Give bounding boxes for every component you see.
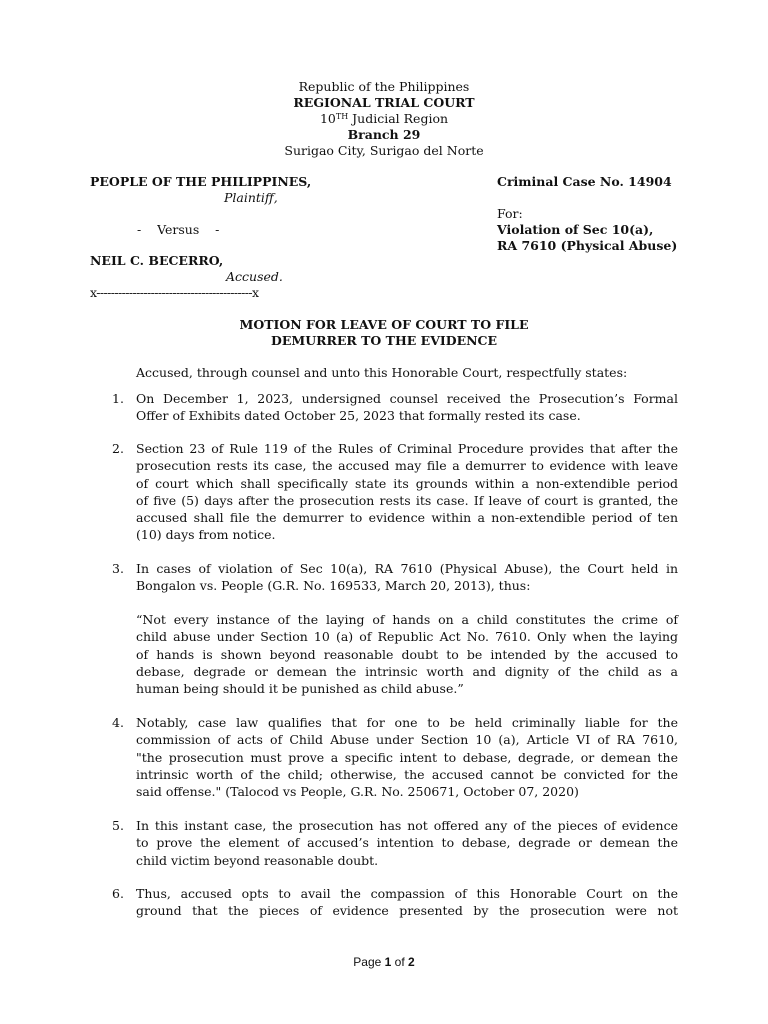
para-2-line: prosecution rests its case, the accused may file a demurrer to evidence with leave (136, 458, 678, 474)
para-2 (136, 440, 678, 544)
para-3-line: In cases of violation of Sec 10(a), RA 7610 (Physical Abuse), the Court held in (136, 561, 678, 576)
plaintiff-role: Plaintiff, (224, 190, 278, 205)
para-5-line: In this instant case, the prosecution has not offered any of the pieces of evidence (136, 818, 678, 833)
para-4-number: 4. (112, 715, 124, 730)
para-3-number: 3. (112, 561, 124, 576)
page-word: Page (353, 955, 382, 969)
plaintiff-name: PEOPLE OF THE PHILIPPINES, (90, 174, 312, 189)
para-2-line: of court which shall specifically state its grounds within a non-extendible period (136, 475, 678, 491)
page-total: 2 (408, 955, 415, 969)
page-of-word: of (394, 955, 405, 969)
para-6-line: ground that the pieces of evidence presented by the prosecution were not (136, 903, 678, 919)
motion-title-line-1: MOTION FOR LEAVE OF COURT TO FILE (239, 317, 529, 332)
header-branch: Branch 29 (347, 127, 421, 142)
para-5-number: 5. (112, 818, 124, 833)
para-4-line: intrinsic worth of the child; otherwise, the accused cannot be convicted for the (136, 766, 678, 782)
caption-divider: x-------------------------------------------x (90, 285, 259, 300)
para-5-line: child victim beyond reasonable doubt. (136, 852, 379, 868)
para-2-line: Section 23 of Rule 119 of the Rules of Criminal Procedure provides that after the (136, 441, 678, 456)
quote-line: “Not every instance of the laying of hands on a child constitutes the crime of (136, 612, 678, 627)
para-4-line: said offense." (Talocod vs People, G.R. No. 250671, October 07, 2020) (136, 784, 579, 800)
para-2-number: 2. (112, 441, 124, 456)
para-5-line: to prove the element of accused’s intention to debase, degrade or demean the (136, 835, 678, 851)
para-2-line: of five (5) days after the prosecution rests its case. If leave of court is granted, the (136, 492, 678, 508)
motion-title-line-2: DEMURRER TO THE EVIDENCE (270, 333, 498, 348)
quote-line: debase, degrade or demean the intrinsic worth and dignity of the child as a (136, 663, 678, 679)
quoted-passage (136, 611, 678, 697)
versus-label: - Versus - (137, 222, 220, 237)
para-1-line: On December 1, 2023, undersigned counsel received the Prosecution’s Formal (136, 391, 678, 406)
quote-line: child abuse under Section 10 (a) of Republic Act No. 7610. Only when the laying (136, 629, 678, 645)
header-republic: Republic of the Philippines (298, 79, 470, 94)
accused-name: NEIL C. BECERRO, (90, 253, 224, 268)
violation-line-1: Violation of Sec 10(a), (497, 222, 654, 237)
region-number: 10 (319, 111, 336, 126)
case-number: Criminal Case No. 14904 (497, 174, 672, 189)
para-1-number: 1. (112, 391, 124, 406)
quote-line: of hands is shown beyond reasonable doubt to be intended by the accused to (136, 646, 678, 662)
violation-line-2: RA 7610 (Physical Abuse) (497, 238, 678, 253)
para-4-line: Notably, case law qualifies that for one to be held criminally liable for the (136, 715, 678, 730)
para-6-number: 6. (112, 886, 124, 901)
para-4 (136, 714, 678, 800)
page-current: 1 (384, 955, 392, 969)
para-2-line: accused shall file the demurrer to evidence within a non-extendible period of ten (136, 510, 678, 526)
para-1-line: Offer of Exhibits dated October 25, 2023 that formally rested its case. (136, 408, 581, 424)
page-indicator (0, 955, 768, 969)
region-text: Judicial Region (348, 111, 449, 126)
para-4-line: commission of acts of Child Abuse under Section 10 (a), Article VI of RA 7610, (136, 732, 678, 748)
region-suffix: TH (335, 112, 349, 121)
header-city: Surigao City, Surigao del Norte (284, 143, 484, 158)
para-6-line: Thus, accused opts to avail the compassion of this Honorable Court on the (136, 886, 678, 901)
para-2-line: (10) days from notice. (136, 527, 276, 543)
intro-text: Accused, through counsel and unto this Honorable Court, respectfully states: (136, 365, 628, 380)
para-3 (136, 560, 678, 595)
para-3-line: Bongalon vs. People (G.R. No. 169533, March 20, 2013), thus: (136, 578, 531, 594)
quote-line: human being should it be punished as child abuse.” (136, 681, 464, 697)
para-1 (136, 390, 678, 425)
para-4-line: "the prosecution must prove a specific intent to debase, degrade, or demean the (136, 749, 678, 765)
for-label: For: (497, 206, 523, 221)
accused-role: Accused. (226, 269, 283, 284)
header-region (0, 110, 768, 127)
header-court: REGIONAL TRIAL COURT (293, 95, 475, 110)
para-5 (136, 817, 678, 869)
para-6 (136, 885, 678, 920)
